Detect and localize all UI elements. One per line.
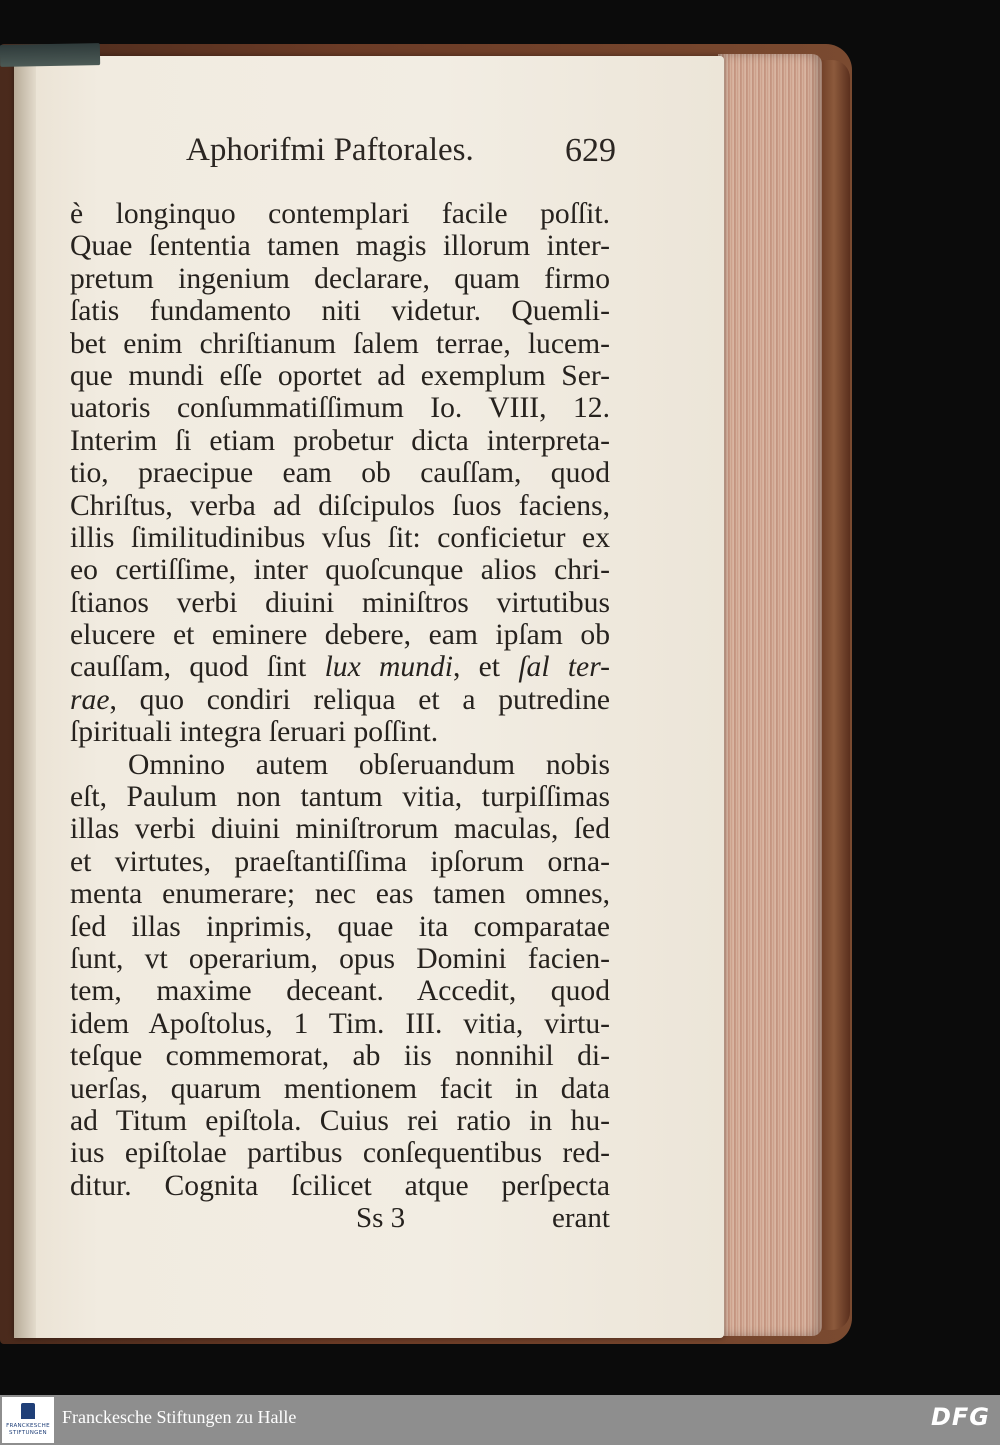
text-line: uatoris conſummatiſſimum Io. VIII, 12. <box>70 392 610 425</box>
institution-name-link[interactable]: Franckesche Stiftungen zu Halle <box>62 1407 297 1427</box>
page-fore-edge <box>718 54 822 1336</box>
text-segment: , et <box>452 651 519 684</box>
text-line: idem Apoſtolus, 1 Tim. III. vitia, virtu- <box>70 1007 610 1040</box>
text-line: pretum ingenium declarare, quam firmo <box>70 262 610 295</box>
text-line: illis ſimilitudinibus vſus ſit: conficietur ex <box>70 521 610 554</box>
signature-mark: Ss 3 <box>356 1202 406 1234</box>
bookmark-ribbon <box>0 43 100 67</box>
text-line: ſpirituali integra ſeruari poſſint. <box>70 716 439 749</box>
text-line: et virtutes, praeſtantiſſima ipſorum orna- <box>70 845 610 878</box>
logo-caption <box>2 1423 54 1437</box>
text-line: eſt, Paulum non tantum vitia, turpiſſimas <box>70 781 610 814</box>
text-line: tem, maxime deceant. Accedit, quod <box>70 975 610 1008</box>
page-gutter <box>14 56 36 1338</box>
text-line-mixed <box>70 651 610 683</box>
text-line: ſtianos verbi diuini miniſtros virtutibus <box>70 586 610 619</box>
text-line: ius epiſtolae partibus conſequentibus red- <box>70 1137 610 1170</box>
text-line: è longinquo contemplari facile poſſit. <box>70 198 610 230</box>
text-line: Quae ſententia tamen magis illorum inter- <box>70 230 610 263</box>
text-line: ad Titum epiſtola. Cuius rei ratio in hu- <box>70 1104 610 1137</box>
text-line: ſed illas inprimis, quae ita comparatae <box>70 910 610 943</box>
text-line: illas verbi diuini miniſtrorum maculas, ſed <box>70 813 610 846</box>
italic-phrase: ſal ter- <box>518 651 610 684</box>
attribution-bar <box>0 1395 1000 1445</box>
institution-logo[interactable] <box>2 1397 54 1443</box>
page-number: 629 <box>565 132 616 169</box>
text-line: bet enim chriſtianum ſalem terrae, lucem- <box>70 327 610 360</box>
text-line: menta enumerare; nec eas tamen omnes, <box>70 878 610 911</box>
text-line-mixed <box>70 684 610 716</box>
text-segment: cauſſam, quod ſint <box>70 651 325 684</box>
book-spine-edge <box>818 60 850 1330</box>
text-line: tio, praecipue eam ob cauſſam, quod <box>70 457 610 490</box>
page-header <box>186 132 616 182</box>
dfg-logo[interactable]: DFG <box>930 1403 990 1431</box>
text-line: teſque commemorat, ab iis nonnihil di- <box>70 1040 610 1073</box>
italic-phrase: lux mundi <box>324 651 453 684</box>
page-footer <box>70 1202 610 1238</box>
text-line: Interim ſi etiam probetur dicta interpreta- <box>70 424 610 457</box>
catchword: erant <box>552 1202 610 1234</box>
text-line: Chriſtus, verba ad diſcipulos ſuos faciens, <box>70 489 610 522</box>
text-line: eo certiſſime, inter quoſcunque alios chri- <box>70 554 610 587</box>
logo-text-line: FRANCKESCHE <box>6 1423 50 1429</box>
text-segment: , quo condiri reliqua et a putredine <box>109 683 610 716</box>
text-line: ſatis fundamento niti videtur. Quemli- <box>70 295 610 328</box>
running-title: Aphorifmi Paftorales. <box>186 132 474 168</box>
italic-phrase: rae <box>70 683 110 716</box>
paragraph-start-line: Omnino autem obſeruandum nobis <box>128 748 610 781</box>
text-line: ditur. Cognita ſcilicet atque perſpecta <box>70 1169 610 1202</box>
orphanage-building-icon <box>21 1403 35 1419</box>
text-line: elucere et eminere debere, eam ipſam ob <box>70 619 610 652</box>
text-line: ſunt, vt operarium, opus Domini facien- <box>70 942 610 975</box>
page-body-text <box>70 198 610 1202</box>
logo-text-line: STIFTUNGEN <box>9 1430 47 1436</box>
text-line: que mundi eſſe oportet ad exemplum Ser- <box>70 359 610 392</box>
text-line: uerſas, quarum mentionem facit in data <box>70 1072 610 1105</box>
